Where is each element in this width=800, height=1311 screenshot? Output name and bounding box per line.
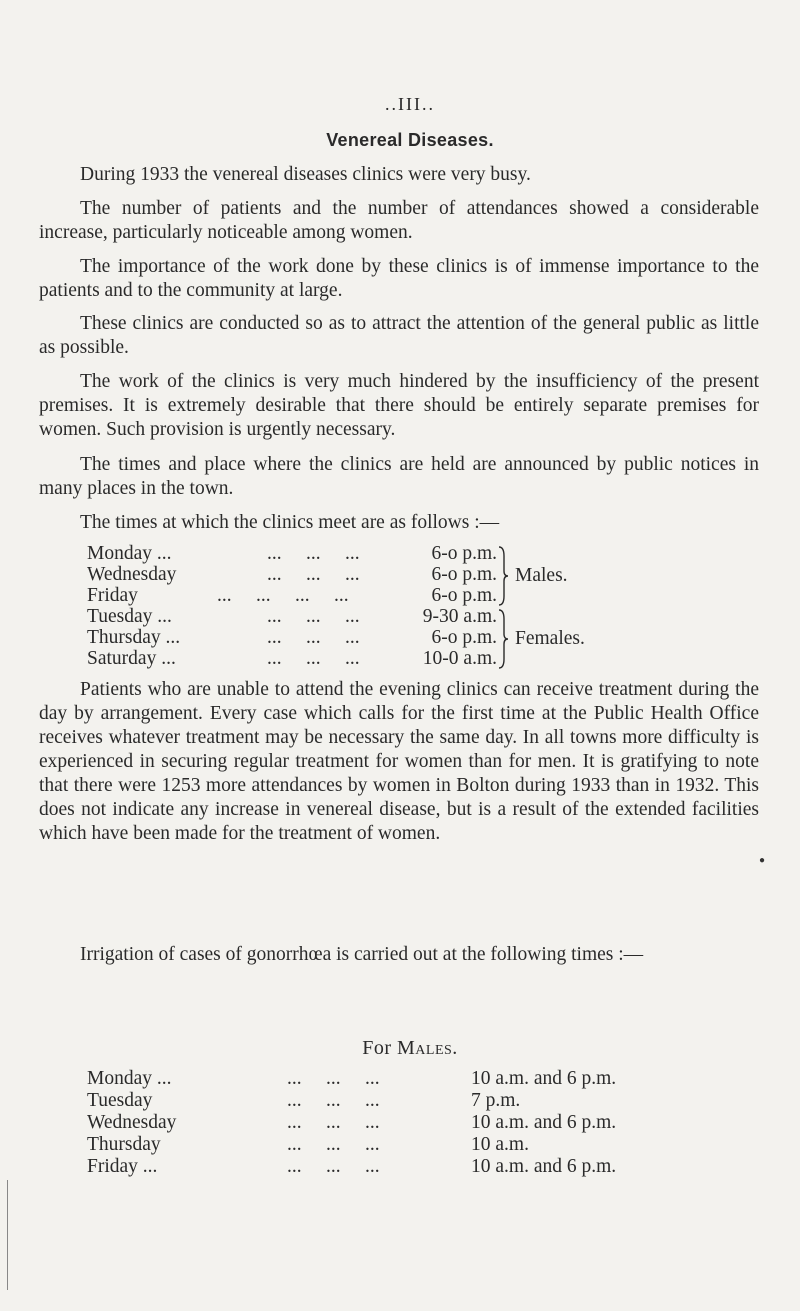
schedule-day: Wednesday [87, 564, 177, 585]
irrigation-dots: ... ... ... [287, 1156, 380, 1177]
paragraph-1: During 1933 the venereal diseases clinics were very busy. [80, 164, 531, 185]
schedule-dots: ... ... ... [267, 648, 360, 669]
irrigation-dots: ... ... ... [287, 1134, 380, 1155]
irrigation-time: 7 p.m. [471, 1090, 521, 1111]
paragraph-treatment: Patients who are unable to attend the evening clinics can receive treatment during the day by arrangement. Every case which calls for the first time at the Public Health Office receives whatever treatment may be necessary the same day. In all towns more difficulty is experienced in securing regular treatment for women than for men. It is gratifying to note that there were 1253 more attendances by women in Bolton during 1933 than in 1932. This does not indicate any increase in venereal disease, but is a result of the extended facilities which have been made for the treatment of women. [39, 679, 759, 844]
for-males-heading [0, 1037, 800, 1060]
schedule-row [87, 585, 647, 607]
schedule-time: 6-o p.m. [431, 627, 497, 648]
schedule-dots: ... ... ... [267, 627, 360, 648]
paragraph-4: These clinics are conducted so as to attract the attention of the general public as little as possible. [39, 313, 759, 358]
irrigation-day: Monday ... [87, 1068, 172, 1089]
irrigation-day: Thursday [87, 1134, 161, 1155]
irrigation-row [87, 1068, 787, 1090]
schedule-row [87, 648, 647, 670]
schedule-day: Monday ... [87, 543, 172, 564]
schedule-time: 9-30 a.m. [422, 606, 497, 627]
irrigation-day: Friday ... [87, 1156, 158, 1177]
females-label: Females. [515, 628, 585, 649]
irrigation-day: Tuesday [87, 1090, 153, 1111]
paragraph-3: The importance of the work done by these clinics is of immense importance to the patients and to the community at large. [39, 256, 759, 301]
schedule-time: 6-o p.m. [431, 585, 497, 606]
paragraph-6: The times and place where the clinics are held are announced by public notices in many places in the town. [39, 454, 759, 499]
schedule-day: Tuesday ... [87, 606, 172, 627]
irrigation-time: 10 a.m. [471, 1134, 529, 1155]
page-number: ..III.. [385, 94, 435, 114]
schedule-day: Thursday ... [87, 627, 181, 648]
irrigation-dots: ... ... ... [287, 1068, 380, 1089]
irrigation-row [87, 1134, 787, 1156]
irrigation-row [87, 1156, 787, 1178]
section-heading: Venereal Diseases. [326, 130, 494, 150]
irrigation-time: 10 a.m. and 6 p.m. [471, 1156, 617, 1177]
paragraph-7: The times at which the clinics meet are as follows :— [80, 512, 500, 533]
irrigation-row [87, 1090, 787, 1112]
page-edge-line [7, 1180, 8, 1290]
schedule-dots: ... ... ... ... [217, 585, 349, 606]
males-label: Males. [515, 565, 568, 586]
schedule-dots: ... ... ... [267, 606, 360, 627]
paragraph-5: The work of the clinics is very much hindered by the insufficiency of the present premises. It is extremely desirable that there should be entirely separate premises for women. Such provision is urgently necessary. [39, 371, 759, 440]
schedule-row [87, 606, 647, 628]
schedule-row [87, 543, 647, 565]
schedule-dots: ... ... ... [267, 543, 360, 564]
schedule-day: Friday [87, 585, 138, 606]
schedule-day: Saturday ... [87, 648, 176, 669]
irrigation-row [87, 1112, 787, 1134]
schedule-brace-group [497, 544, 509, 672]
schedule-dots: ... ... ... [267, 564, 360, 585]
irrigation-dots: ... ... ... [287, 1112, 380, 1133]
females-brace [499, 610, 508, 668]
schedule-time: 10-0 a.m. [422, 648, 497, 669]
margin-mark: ● [759, 855, 766, 866]
for-males-word: Males. [397, 1037, 458, 1059]
for-males-prefix: For [362, 1037, 392, 1059]
schedule-time: 6-o p.m. [431, 543, 497, 564]
paragraph-2: The number of patients and the number of attendances showed a considerable increase, particularly noticeable among women. [39, 198, 759, 243]
irrigation-dots: ... ... ... [287, 1090, 380, 1111]
irrigation-time: 10 a.m. and 6 p.m. [471, 1112, 617, 1133]
irrigation-intro: Irrigation of cases of gonorrhœa is carried out at the following times :— [80, 944, 644, 965]
irrigation-time: 10 a.m. and 6 p.m. [471, 1068, 617, 1089]
schedule-time: 6-o p.m. [431, 564, 497, 585]
males-brace [499, 547, 508, 605]
irrigation-day: Wednesday [87, 1112, 177, 1133]
